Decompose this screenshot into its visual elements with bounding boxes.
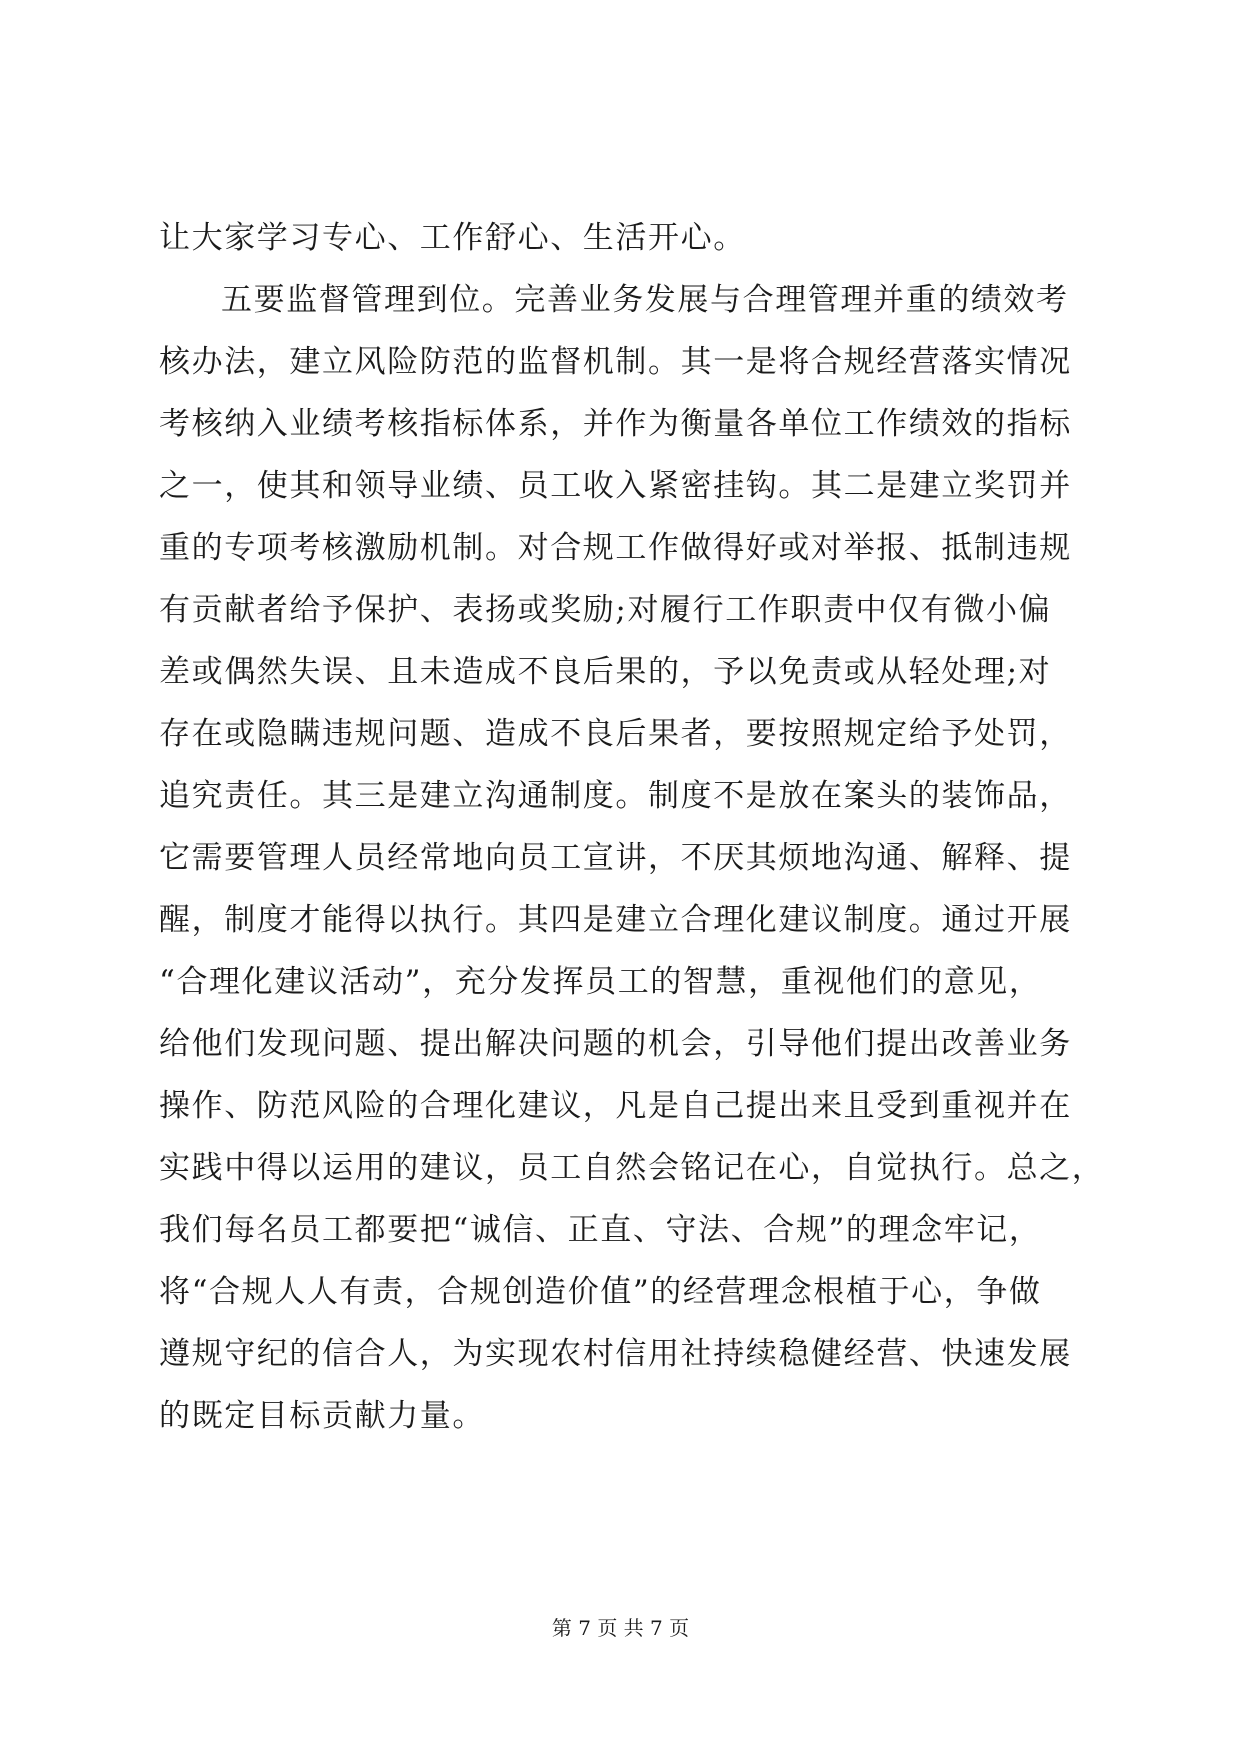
text-line: 醒，制度才能得以执行。其四是建立合理化建议制度。通过开展 — [159, 902, 1072, 938]
page-number-footer: 第 7 页 共 7 页 — [551, 1616, 690, 1640]
text-line: 给他们发现问题、提出解决问题的机会，引导他们提出改善业务 — [159, 1026, 1072, 1062]
text-line: 让大家学习专心、工作舒心、生活开心。 — [159, 220, 746, 256]
text-line: 之一，使其和领导业绩、员工收入紧密挂钩。其二是建立奖罚并 — [159, 468, 1072, 504]
text-line: 实践中得以运用的建议，员工自然会铭记在心，自觉执行。总之， — [159, 1150, 1105, 1186]
text-line: 追究责任。其三是建立沟通制度。制度不是放在案头的装饰品， — [159, 778, 1072, 814]
paragraph-first-line: 五要监督管理到位。完善业务发展与合理管理并重的绩效考 — [221, 282, 1069, 318]
text-line: 它需要管理人员经常地向员工宣讲，不厌其烦地沟通、解释、提 — [159, 840, 1072, 876]
text-line: 重的专项考核激励机制。对合规工作做得好或对举报、抵制违规 — [159, 530, 1072, 566]
document-body — [159, 207, 1105, 1447]
text-line: 考核纳入业绩考核指标体系，并作为衡量各单位工作绩效的指标 — [159, 406, 1072, 442]
text-line: 核办法，建立风险防范的监督机制。其一是将合规经营落实情况 — [159, 344, 1072, 380]
text-line: 遵规守纪的信合人，为实现农村信用社持续稳健经营、快速发展 — [159, 1336, 1072, 1372]
text-line: 我们每名员工都要把“诚信、正直、守法、合规”的理念牢记， — [159, 1212, 1042, 1248]
text-line: 的既定目标贡献力量。 — [159, 1398, 485, 1434]
text-line: 操作、防范风险的合理化建议，凡是自己提出来且受到重视并在 — [159, 1088, 1072, 1124]
text-line: 将“合规人人有责，合规创造价值”的经营理念根植于心，争做 — [159, 1274, 1042, 1310]
text-line: 差或偶然失误、且未造成不良后果的，予以免责或从轻处理;对 — [159, 654, 1052, 690]
text-line: “合理化建议活动”，充分发挥员工的智慧，重视他们的意见， — [159, 964, 1042, 1000]
text-line: 存在或隐瞒违规问题、造成不良后果者，要按照规定给予处罚， — [159, 716, 1072, 752]
text-line: 有贡献者给予保护、表扬或奖励;对履行工作职责中仅有微小偏 — [159, 592, 1052, 628]
